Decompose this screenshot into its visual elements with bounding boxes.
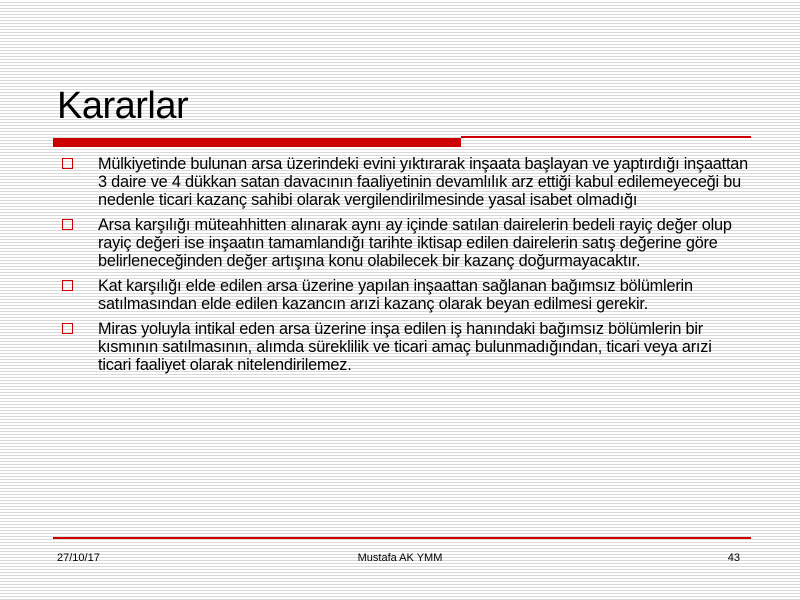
bullet-text: Arsa karşılığı müteahhitten alınarak aynı ay içinde satılan dairelerin bedeli rayiç değer olup rayiç değeri ise inşaatın tamamlandığı tarihte iktisap edilen dairelerin satış değerine göre belirleneceğinden değer artışına konu olabilecek bir kazanç doğurmayacaktır. — [98, 216, 732, 270]
slide-title: Kararlar — [57, 85, 189, 127]
bullet-list — [58, 155, 748, 381]
hollow-square-bullet-icon — [62, 158, 73, 169]
footer-divider — [53, 537, 751, 539]
title-underline-thick — [53, 138, 461, 147]
bullet-item — [58, 216, 748, 270]
bullet-item — [58, 155, 748, 209]
footer-page-number: 43 — [727, 552, 740, 564]
title-underline-thin — [461, 136, 751, 138]
bullet-text: Kat karşılığı elde edilen arsa üzerine yapılan inşaattan sağlanan bağımsız bölümlerin satılmasından elde edilen kazancın arızi kazanç olarak beyan edilmesi gerekir. — [98, 277, 693, 313]
title-underline — [53, 136, 751, 148]
hollow-square-bullet-icon — [62, 219, 73, 230]
footer-author: Mustafa AK YMM — [357, 552, 443, 564]
bullet-item — [58, 277, 748, 313]
footer-date: 27/10/17 — [57, 552, 100, 564]
hollow-square-bullet-icon — [62, 280, 73, 291]
bullet-item — [58, 320, 748, 374]
bullet-text: Miras yoluyla intikal eden arsa üzerine inşa edilen iş hanındaki bağımsız bölümlerin bir kısmının satılmasının, alımda süreklilik ve ticari amaç bulunmadığından, ticari veya arızi ticari faaliyet olarak nitelendirilemez. — [98, 320, 712, 374]
hollow-square-bullet-icon — [62, 323, 73, 334]
bullet-text: Mülkiyetinde bulunan arsa üzerindeki evini yıktırarak inşaata başlayan ve yaptırdığı inşaattan 3 daire ve 4 dükkan satan davacının faaliyetinin devamlılık arz ettiği kabul edilemeyeceği bu nedenle ticari kazanç sahibi olarak vergilendirilmesinde yasal isabet olmadığı — [98, 155, 749, 209]
